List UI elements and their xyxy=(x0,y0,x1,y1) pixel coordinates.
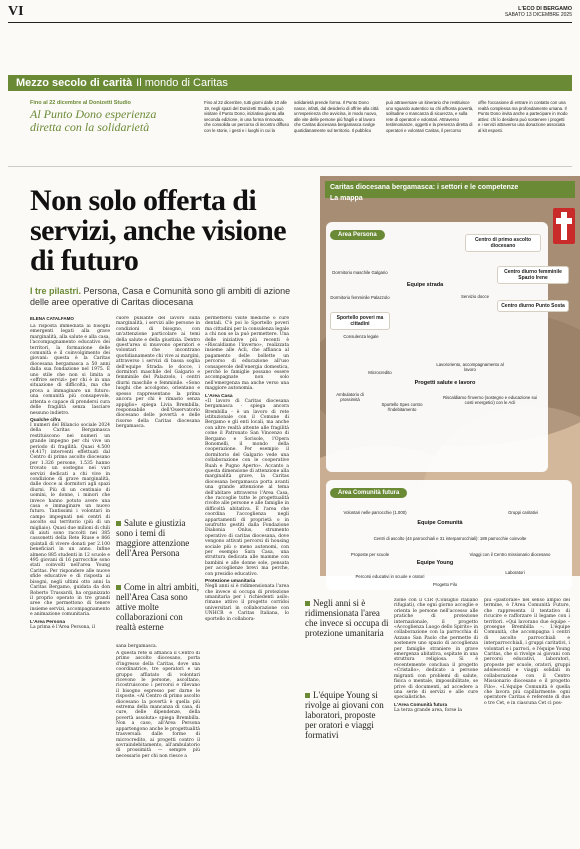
section-title: Mezzo secolo di carità xyxy=(16,77,133,89)
pull-quote-3-text: Negli anni si è ridimensionata l'area che invece si occupa di protezione umanitaria xyxy=(305,598,389,638)
area-persona-pill: Area Persona xyxy=(330,230,385,240)
header-rule xyxy=(8,22,572,23)
sidebar-divider xyxy=(8,166,572,167)
map-title: Caritas diocesana bergamasca: i settori e le competenze xyxy=(330,184,519,191)
pull-quote-1-text: Salute e giustizia sono i temi di maggiore attenzione dell'Area Persona xyxy=(116,518,190,558)
sidebar-title: Al Punto Dono esperienza diretta con la solidarietà xyxy=(30,107,157,134)
ambulatorio-label: Ambulatorio di prossimità xyxy=(336,392,364,402)
lavoro-label: Lavororiento, accompagnamento al lavoro xyxy=(436,362,504,372)
article-col-5: più «pastorale» nel senso ampio del termine, è l'Area Comunità Future, che rappresenta il tentativo di ricucire e rafforzare il legame con i territori. «Qui lavorano due équipe – prosegue Brembilla –. L'équipe Comunità, che accompagna i centri di ascolto parrocchiali e interparrocchiali, i gruppi caritativi, i volontari e i parroci, e l'équipe Young Caritas, che si rivolge ai giovani con percorsi educativi, laboratori, proposte per scuole, oratori, gruppi adolescenti e viaggi solidali in collaborazione con il Centro Missionario diocesano e il progetto Filo». «L'équipe Comunità è quella che lavora più capillarmente: ogni operatore Caritas è referente di due o tre Cet, e in ciascuna Cet ci pos- xyxy=(484,598,570,706)
col1-para: La risposta immediata ai bisogni emergenti legati alla grave marginalità, alla salute e alla casa, l'accompagnamento educativo dei territori, la formazione delle comunità e il coinvolgimento dei giovani: questa è la Caritas diocesana bergamasca a 50 anni dalla sua fondazione nel 1975. È uno stile che non si limita a «offrire servizi» per chi è in una situazione di difficoltà, ma che prova a immaginare un futuro: una comunità più consapevole, attenta e capace di prendersi cura delle fragilità senza lasciare nessuno indietro. xyxy=(30,324,110,416)
section-subtitle: Il mondo di Caritas xyxy=(136,77,228,89)
viaggi-label: Viaggi con il Centro missionario diocesano xyxy=(469,552,551,557)
area-persona-panel xyxy=(326,222,548,472)
quote-marker xyxy=(116,521,121,526)
quote-marker xyxy=(305,693,310,698)
sportello-box: Sportello poveri ma cittadini xyxy=(330,312,390,330)
sidebar-col-4: offre l'occasione di entrare in contatto con una realtà complessa ma profondamente umana. Il Punto Dono invita anche a partecipare in modo attivo: chi lo desidera può sostenere i progetti e i servizi attraverso una donazione associata al kit esposti. xyxy=(478,100,568,133)
pull-quote-1 xyxy=(116,518,200,558)
col1-subheading-2: L'Area Persona xyxy=(30,619,65,625)
col4-subheading: L'Area Comunità futura xyxy=(394,702,448,708)
pull-quote-2-text: Come in altri ambiti, nell'Area Casa sono attive molte collaborazioni con realtà esterne xyxy=(116,582,199,632)
consulenza-label: Consulenza legale xyxy=(343,334,379,339)
masthead xyxy=(505,6,572,18)
map-subtitle: La mappa xyxy=(330,195,363,202)
article-headline: Non solo offerta di servizi, anche visione di futuro xyxy=(30,184,286,277)
dorm-m-label: Dormitorio maschile Galgario xyxy=(332,270,388,275)
pull-quote-2 xyxy=(116,582,200,632)
col2-tail: sana bergamasca. xyxy=(116,644,158,649)
sidebar-col-2: solidarietà prende forma. Il Punto Dono nasce, infatti, dal desiderio di offrire alla città un'esperienza che avvicina, in modo nuovo, alle vite delle persone più fragili e al lavoro che Caritas diocesana bergamasca svolge quotidianamente sul territorio. Il pubblico xyxy=(294,100,379,133)
subhead-highlight: I tre pilastri. xyxy=(30,286,82,296)
percorsi-label: Percorsi educativi in scuole e oratori xyxy=(355,574,425,579)
centro-ascolto-box: Centro di primo ascolto diocesano xyxy=(465,234,541,252)
area-comunita-pill: Area Comunità futura xyxy=(330,488,407,498)
laboratori-label: Laboratori xyxy=(505,570,525,575)
equipe-young-label: Equipe Young xyxy=(416,560,454,566)
caritas-logo xyxy=(553,208,575,244)
article-subhead xyxy=(30,286,300,308)
col3-para-3: Negli anni si è ridimensionata l'area che invece si occupa di protezione umanitaria per i richiedenti asilo: rimane attivo il progetto corridoi universitari in collaborazione con UNHCR e Caritas Italiana, lo sportello in collabora- xyxy=(205,584,289,622)
pull-quote-4 xyxy=(305,690,389,740)
proposte-label: Proposte per scuole xyxy=(350,552,390,557)
col3-subheading: L'Area Casa xyxy=(205,393,233,399)
article-author: ELENA CATALFAMO xyxy=(30,316,74,321)
centri-label: Centri di ascolto (44 parrocchiali e 31 interparrocchiali): 189 parrocchie coinvolte xyxy=(373,536,527,541)
docce-label: Servizio docce xyxy=(461,294,489,299)
equipe-strada-label: Equipe strada xyxy=(406,282,444,288)
quote-marker xyxy=(116,585,121,590)
col1-para-3: La prima è l'Area Persona, il xyxy=(30,624,95,630)
diurno-m-box: Centro diurno Punto Sosta xyxy=(497,300,569,312)
filo-label: Progetto Filo xyxy=(432,582,458,587)
section-bar xyxy=(8,75,572,91)
paper-name: L'ECO DI BERGAMO xyxy=(518,6,572,12)
sportello-sovra-label: Sportello Spes contro l'indebitamento xyxy=(381,402,423,412)
microcredito-label: Microcredito xyxy=(368,370,392,375)
sidebar-kicker: Fino al 22 dicembre al Donizetti Studio xyxy=(30,100,131,106)
col4-para: zione con il CIR (Consiglio italiano rifugiati), che ogni giorno accoglie e orienta le persone nell'accesso alle pratiche di protezione internazionale, il progetto «Accoglienza Luogo dello Spirito» in collaborazione con la parrocchia di Azzano San Paolo che permette di sostenere uno spazio di accoglienza per famiglie straniere in grave emergenza abitativa, ospitate in una struttura religiosa. Si è recentemente conclusa il progetto «Cristallo», dedicato a persone migranti con problemi di salute, fisica o mentale, impossibilitate, se prive di documenti, ad accedere a una serie di servizi e alle cure specialistiche. xyxy=(394,598,478,701)
pull-quote-4-text: L'équipe Young si rivolge ai giovani con laboratori, proposte per oratori e viaggi formativi xyxy=(305,690,384,740)
subhead-text: Persona, Casa e Comunità sono gli ambiti di azione delle aree operative di Caritas diocesana xyxy=(30,286,291,307)
article-col-2: cuore pulsante del lavoro sulla marginalità, i servizi alle persone in condizioni di bisogno, con un'attenzione particolare ai temi della salute e della giustizia. Dentro quest'area si muovono operatori e volontari che incontrano quotidianamente chi vive ai margini, attraverso i servizi di bassa soglia dell'equipe Strada: le docce, i dormitori maschile del Galgario e femminile del Palazzolo, i centri diurni maschile e femminile. «Sono luoghi che accolgono, orientano e spesso rappresentano la prima ancora per chi è rimasto senza appiglio» spiega Livia Brembilla, responsabile dell'Osservatorio diocesano delle povertà e delle risorse della Caritas diocesana bergamasca. xyxy=(116,316,200,430)
pull-quote-3 xyxy=(305,598,389,638)
paper-date: SABATO 13 DICEMBRE 2025 xyxy=(504,12,572,18)
col1-subheading: Qualche cifra xyxy=(30,417,61,423)
page-folio: VI xyxy=(8,4,24,19)
col4-para-2: La terza grande area, forse la xyxy=(394,707,462,713)
article-col-3 xyxy=(205,316,289,844)
article-col-4 xyxy=(394,598,478,844)
col3-para-2: «Il lavoro di Caritas diocesana bergamasca - spiega ancora Brembilla - è un lavoro di rete istituzionale con il Comune di Bergamo e gli enti locali, ma anche con altre realtà attente alle fragilità come il Patronato San Vincenzo di Bergamo e Sorisole, l'Opera Bonomelli, il mondo della cooperazione. Per esempio il dormitorio del Galgario vede una collaborazione con le cooperative Ruah e Pugno Aperto». Accanto a questa dimensione di attenzione alla marginalità grave, la Caritas diocesana bergamasca porta avanti una grande attenzione al tema dell'abitare attraverso l'Area Casa, che raccoglie tutte le progettualità rivolte alle persone e alle famiglie in difficoltà abitativa. È l'area che coordina l'accoglienza negli appartamenti di proprietà o in usufrutto gestiti dalla Fondazione Diakonia Onlus, strumento operativo di caritas diocesana, dove vengono attivati percorsi di housing sociale più o meno autonomi, con per esempio Sara Casa, una struttura dedicata alle mamme con bambini e alle donne sole, pensata per accoglienze brevi ma perche, con presidio educativo. xyxy=(205,398,289,577)
article-col-2b: A questa rete si affianca il Centro di primo ascolto diocesano, porta d'ingresso della Caritas, dove una coordinatrice, tre operatori e un gruppo affiatato di volontari ricevono le persone, ascoltano, ricostruiscono i percorsi e rilevano il bisogno espresso per darne le risposte. «Al Centro di primo ascolto diocesano la povertà è quella più estrema della mancanza di casa, di cure, delle dipendenze, della povertà assoluta» spiega Brembilla. Non a caso, all'Area Persona appartengono anche le progettualità trasversali: dalle forme di microcredito, ai progetti contro il sovraindebitamento, all'ambulatorio di prossimità — sempre più necessario per chi non riesce a xyxy=(116,651,200,759)
progetti-label: Progetti salute e lavoro xyxy=(414,380,476,386)
article-col-1 xyxy=(30,324,110,844)
equipe-comunita-label: Equipe Comunità xyxy=(417,520,463,526)
gruppi-label: Gruppi caritativi xyxy=(508,510,538,515)
quote-marker xyxy=(305,601,310,606)
col1-para-2: I numeri del Bilancio sociale 2024 della Caritas Bergamasca restituiscono nei numeri un grande impegno per chi vive un periodo di fragilità. Quasi 4.500 (4.417) interventi effettuati dal Centro di primo ascolto diocesano per 1.326 persone, 1.535 hanno trovato un sostegno nei vari servizi dedicati a chi vive in condizione di grave marginalità, dalle docce ai dormitori agli spazi diurni. Più di un centinaio di uomini, le donne, i minori che invece hanno potuto avere una casa e immaginare un nuovo futuro. Tantissimi i volontari in campo impegnati nei centri di ascolto sul territorio (più di un migliaio). Quasi due milioni di chili di aiuti sono raccolti nei 385 cassonetti della Rete Riuse e 866 quintali di vivere donati per 2.100 beneficiari in un anno. Infine almeno 885 studenti in 12 scuole e 495 giovani di 16 parrocchie sono stati coinvolti nell'area Young Caritas. Per rispondere alle nuove sfide educative e di risposta ai bisogni, negli ultimi otto anni la Caritas Bergamo, guidata da don Roberto Trussardi, ha organizzato il proprio operato in tre grandi aree che permettono di tenere insieme servizi, accompagnamento e animazione comunitaria. xyxy=(30,422,110,618)
riscaldiamo-label: Riscaldiamo l'inverno (sostegno e educazione sui costi energetici) con le Acli xyxy=(443,395,537,405)
col3-subheading-2: Protezione umanitaria xyxy=(205,579,256,585)
sidebar-col-1: Fino al 22 dicembre, tutti giorni dalle 10 alle 19, negli spazi del Donizetti Studio, si può visitare il Punto Dono, iniziativa giunta alla seconda edizione, in una forma rinnovata, che consolida un percorso di incontro diffuso con le storie, i gesti e i luoghi in cui la xyxy=(204,100,289,133)
volontari-label: Volontari nelle parrocchie (1.000) xyxy=(343,510,407,515)
diurno-f-box: Centro diurno femminile Spazio Irene xyxy=(497,266,569,284)
sidebar-col-3: può attraversare un itinerario che restituisce uno sguardo autentico su chi affronta povertà, solitudine o mancanza di sicurezza, e sulla rete di operatori e volontari. Attraverso testimonianze, oggetti e la presenza diretta di operatori e volontari Caritas, il percorso xyxy=(386,100,474,133)
dorm-f-label: Dormitorio femminile Palazzolo xyxy=(330,295,390,300)
col3-para: permettersi visite mediche o cure dentali. C'è poi lo Sportello poveri ma cittadini per la consulenza legale a chi non se la può permettere. Una delle iniziative più recenti è «Riscaldiamo l'inverno», realizzata insieme alle Acli, che affianca al pagamento delle bollette un percorso di educazione all'uso consapevole dell'energia domestica, perché le famiglie possano essere accompagnate non solo nell'emergenza ma anche verso una maggiore autonomia. xyxy=(205,316,289,392)
